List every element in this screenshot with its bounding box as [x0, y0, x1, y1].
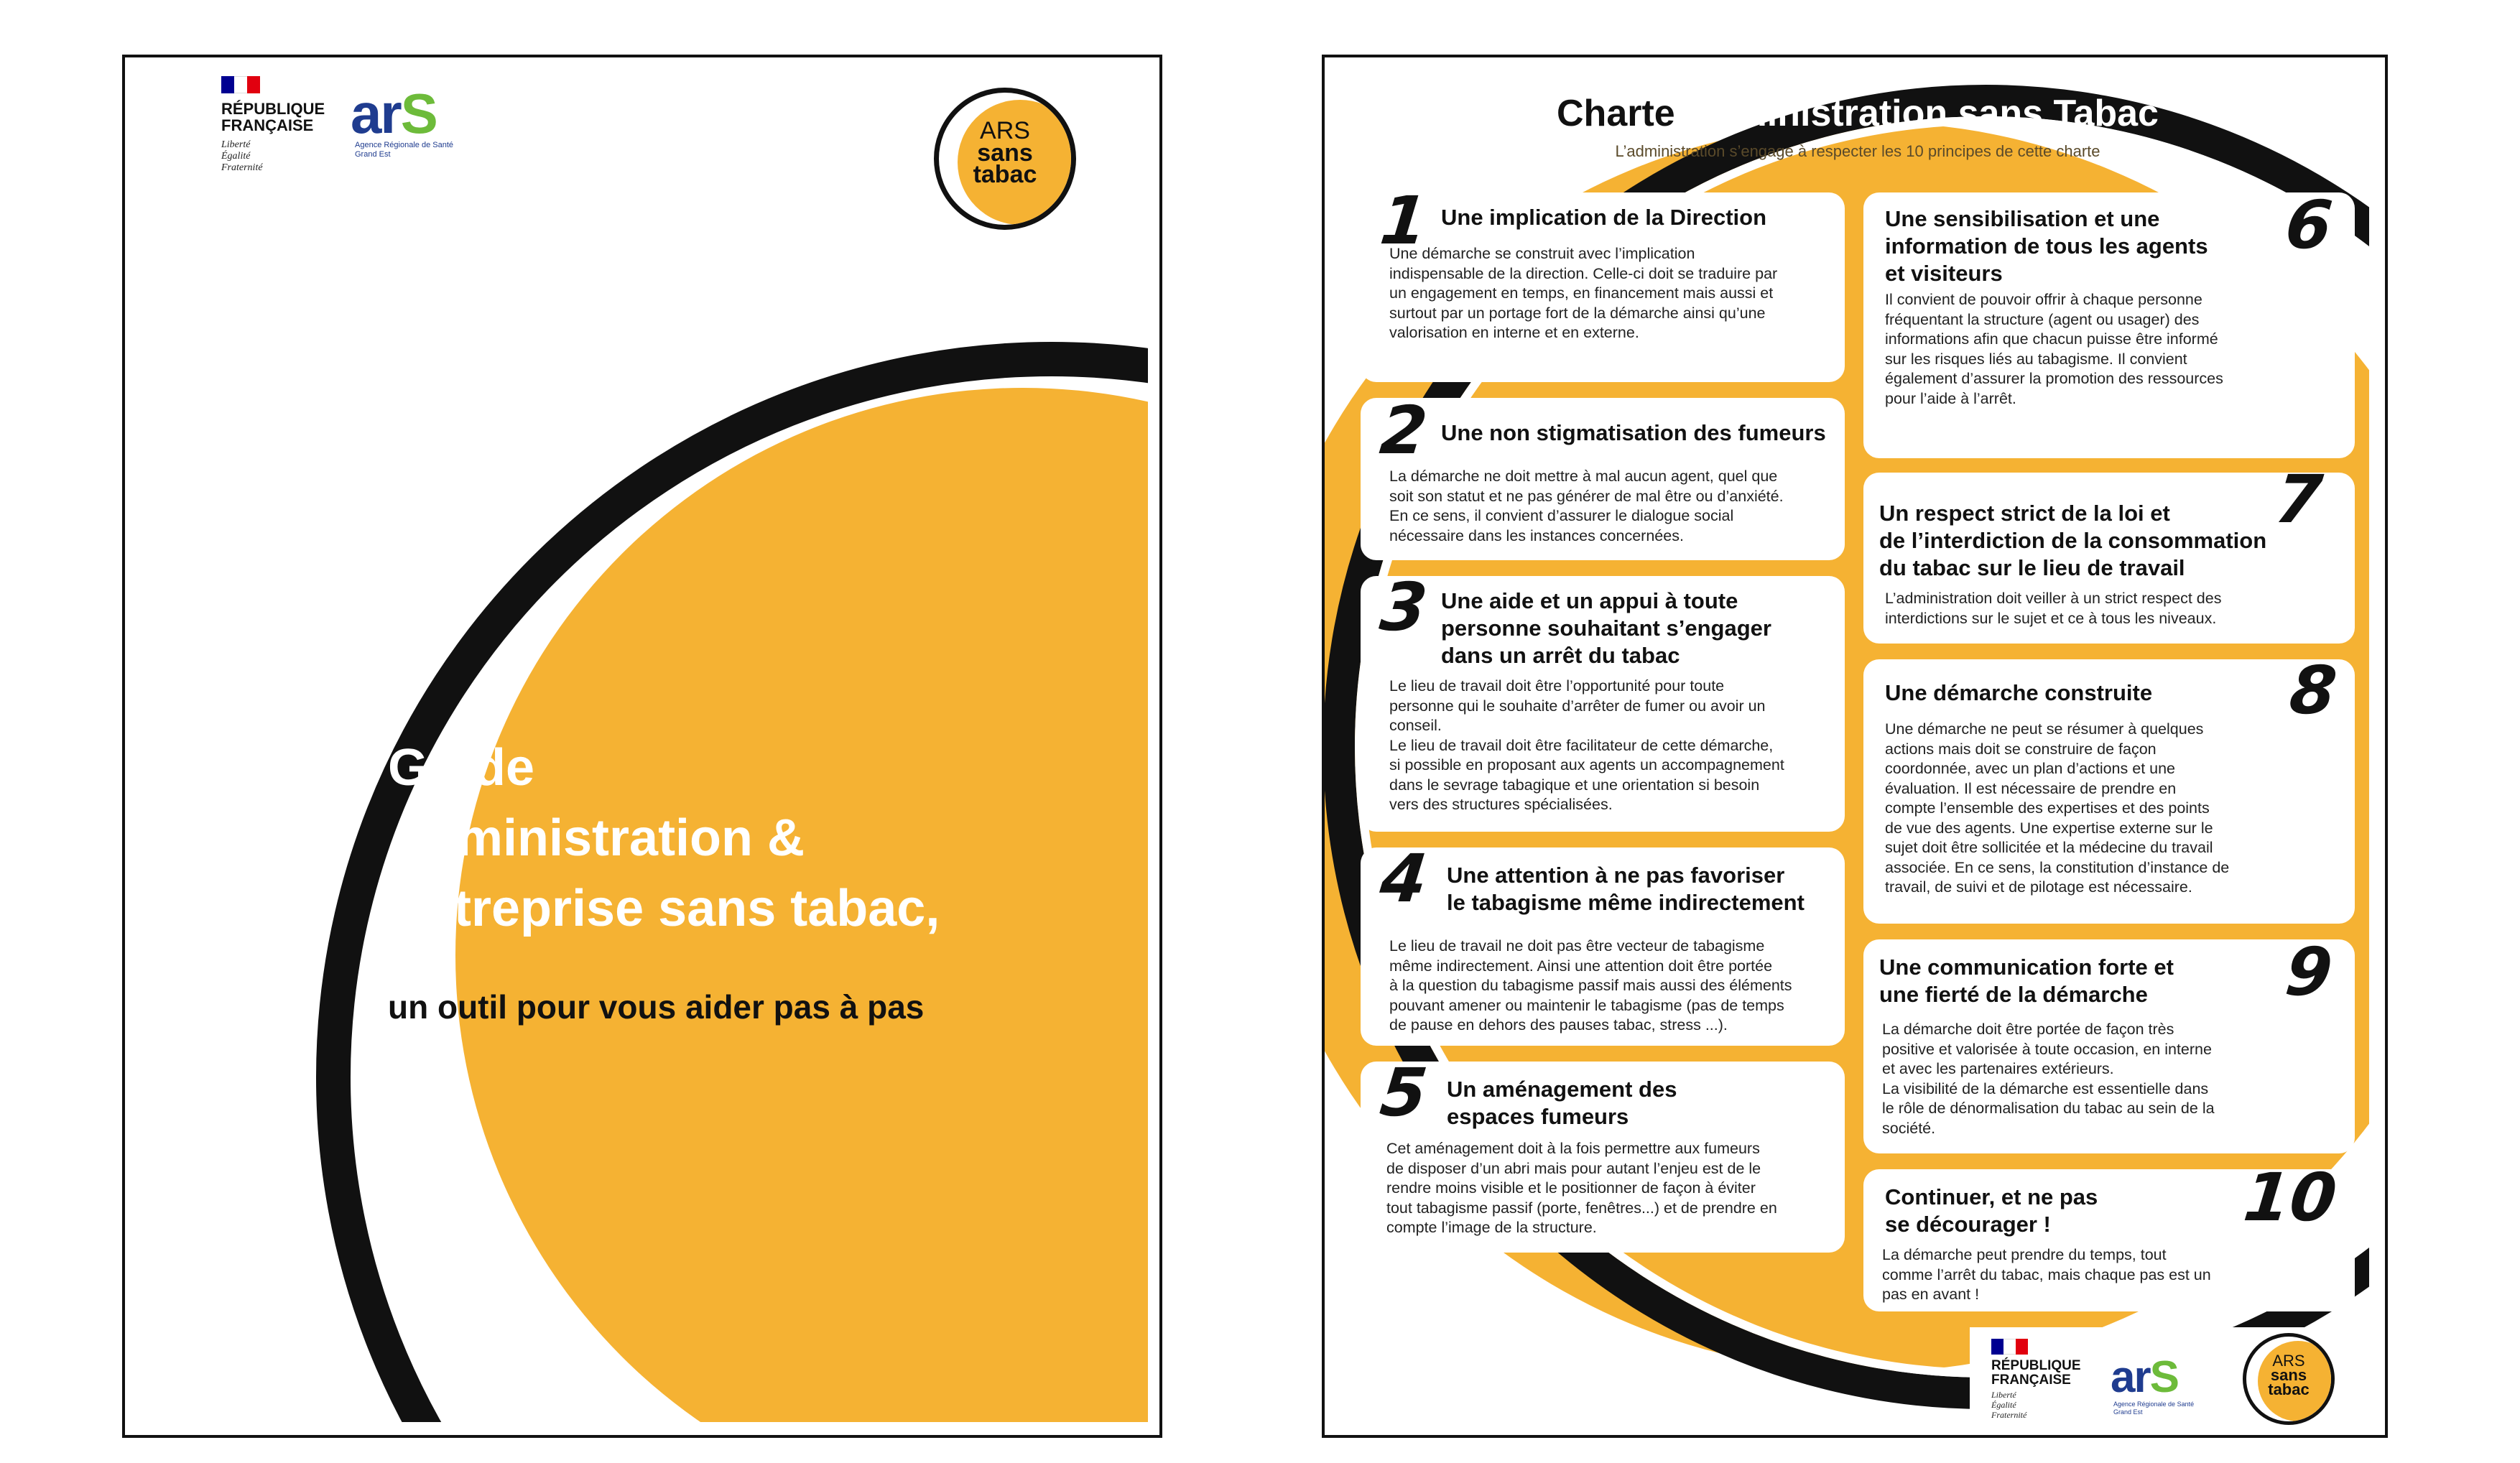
cover-title-line: Entreprise sans tabac, [388, 880, 940, 937]
principle-body [1389, 467, 1784, 546]
principle-body-line: compte l’ensemble des expertises et des points [1885, 799, 2210, 817]
principle-body-line: comme l’arrêt du tabac, mais chaque pas est un [1882, 1265, 2211, 1283]
principle-card [1361, 569, 1845, 832]
principle-body-line: associée. En ce sens, la constitution d’instance de [1885, 858, 2230, 876]
marianne-flag-icon [1991, 1339, 2028, 1355]
principle-title [1441, 587, 1771, 669]
principle-card [1361, 182, 1845, 382]
principle-body-line: valorisation en interne et en externe. [1389, 324, 1639, 341]
principle-title-line: et visiteurs [1885, 261, 2003, 286]
rf-title [1991, 1359, 2081, 1388]
principle-number: 2 [1376, 392, 1431, 469]
charter-page [1322, 55, 2388, 1438]
principle-body-line: pouvant amener ou maintenir le tabagisme (pas de temps [1389, 996, 1784, 1014]
ars-letter-s: S [400, 82, 437, 145]
principle-title-line: espaces fumeurs [1447, 1104, 1629, 1129]
principle-body-line: La démarche ne doit mettre à mal aucun agent, quel que [1389, 468, 1778, 485]
principle-body-line: rendre moins visible et le positionner de façon à éviter [1386, 1179, 1756, 1197]
principle-body-line: conseil. [1389, 717, 1442, 734]
principle-title [1447, 862, 1805, 916]
ars-wordmark [351, 82, 437, 145]
rf-title-line: RÉPUBLIQUE [221, 100, 325, 118]
principle-body-line: de vue des agents. Une expertise externe sur le [1885, 819, 2213, 837]
principle-body-line: sujet doit être sollicitée et la médecine du travail [1885, 839, 2213, 856]
badge-text [2246, 1354, 2331, 1396]
principle-body-line: Il convient de pouvoir offrir à chaque personne [1885, 291, 2202, 308]
principle-body-line: travail, de suivi et de pilotage est nécessaire. [1885, 878, 2192, 896]
principle-title-line: Une non stigmatisation des fumeurs [1441, 420, 1826, 445]
principle-title [1879, 500, 2266, 582]
rf-motto-line: Fraternité [1991, 1409, 2027, 1420]
principle-title-line: information de tous les agents [1885, 233, 2208, 259]
principle-number: 5 [1376, 1054, 1431, 1131]
principle-body-line: société. [1882, 1119, 1936, 1137]
principle-number: 9 [2282, 934, 2336, 1011]
cover-bottom-margin [125, 1422, 1159, 1435]
charter-right-margin [2369, 57, 2385, 1435]
cover-right-margin [1148, 57, 1159, 1435]
principle-body [1386, 1139, 1777, 1238]
ars-sans-tabac-badge [934, 88, 1076, 230]
rf-motto [1991, 1390, 2026, 1420]
principle-number: 10 [2240, 1159, 2340, 1236]
principle-title [1441, 419, 1826, 447]
principle-title-line: Continuer, et ne pas [1885, 1184, 2098, 1209]
charter-title [1325, 92, 2388, 135]
principle-body-line: informations afin que chacun puisse être informé [1885, 330, 2218, 348]
principle-title-line: Une aide et un appui à toute [1441, 588, 1738, 613]
principle-body-line: La démarche peut prendre du temps, tout [1882, 1246, 2167, 1263]
principle-body-line: L’administration doit veiller à un strict respect des [1885, 590, 2222, 607]
principle-body-line: pour l’aide à l’arrêt. [1885, 389, 2016, 407]
ars-letters: ar [351, 82, 401, 145]
rf-motto-line: Fraternité [221, 162, 263, 174]
principle-body-line: même indirectement. Ainsi une attention doit être portée [1389, 957, 1773, 975]
ars-letter-s: S [2149, 1352, 2178, 1402]
principle-body-line: surtout par un portage fort de la démarche ainsi qu’une [1389, 304, 1766, 322]
principle-body-line: La démarche doit être portée de façon très [1882, 1021, 2174, 1038]
principle-card [1361, 1054, 1845, 1253]
charter-title-accent: Administration sans Tabac [1684, 93, 2159, 134]
principle-body-line: Le lieu de travail ne doit pas être vecteur de tabagisme [1389, 937, 1765, 955]
principle-body-line: positive et valorisée à toute occasion, en interne [1882, 1040, 2212, 1058]
principle-body-line: dans le sevrage tabagique et une orientation si besoin [1389, 776, 1760, 794]
principle-card [1863, 934, 2355, 1153]
rf-title-line: FRANÇAISE [221, 116, 314, 135]
rf-motto-line: Égalité [221, 151, 251, 162]
rf-title-line: FRANÇAISE [1991, 1372, 2071, 1388]
principle-body-line: La visibilité de la démarche est essentielle dans [1882, 1079, 2209, 1097]
principle-body-line: le rôle de dénormalisation du tabac au sein de la [1882, 1100, 2215, 1117]
principle-body-line: un engagement en temps, en financement mais aussi et [1389, 284, 1774, 302]
principle-title-line: une fierté de la démarche [1879, 982, 2148, 1007]
badge-line: sans [977, 139, 1033, 167]
cover-subtitle: un outil pour vous aider pas à pas [388, 988, 925, 1026]
badge-line: tabac [973, 161, 1037, 189]
guide-cover-page [122, 55, 1162, 1438]
cover-title [388, 733, 940, 944]
ars-tagline-line: Grand Est [2113, 1408, 2143, 1416]
ars-letters: ar [2111, 1352, 2150, 1402]
ars-tagline-line: Agence Régionale de Santé [355, 141, 453, 149]
principle-title-line: Une implication de la Direction [1441, 205, 1767, 230]
principle-body [1885, 290, 2223, 409]
principle-body-line: Le lieu de travail doit être facilitateur de cette démarche, [1389, 736, 1774, 754]
principle-body-line: interdictions sur le sujet et ce à tous les niveaux. [1885, 609, 2217, 627]
principle-card [1863, 1159, 2355, 1311]
marianne-flag-icon [221, 76, 260, 93]
principle-title [1879, 954, 2174, 1008]
rf-title-line: RÉPUBLIQUE [1991, 1358, 2081, 1373]
principle-card [1863, 187, 2355, 458]
rf-motto-line: Liberté [221, 139, 251, 150]
badge-line: ARS [2272, 1352, 2305, 1370]
principle-body-line: tout tabagisme passif (porte, fenêtres...) et de prendre en [1386, 1199, 1777, 1217]
principle-body [1882, 1020, 2215, 1138]
principle-body-line: Une démarche ne peut se résumer à quelques [1885, 720, 2204, 738]
principle-title-line: se décourager ! [1885, 1212, 2051, 1237]
principle-body [1389, 677, 1784, 815]
cover-title-line: Administration & [388, 809, 805, 867]
principle-body-line: fréquentant la structure (agent ou usager) des [1885, 310, 2200, 328]
principle-number: 1 [1376, 182, 1431, 259]
badge-line: sans [2270, 1365, 2307, 1384]
principle-body-line: compte l’image de la structure. [1386, 1219, 1597, 1236]
principle-body-line: coordonnée, avec un plan d’actions et une [1885, 760, 2176, 777]
badge-line: tabac [2268, 1380, 2310, 1398]
principle-body-line: indispensable de la direction. Celle-ci doit se traduire par [1389, 264, 1778, 282]
principle-title [1447, 1076, 1677, 1130]
ars-tagline-line: Agence Régionale de Santé [2113, 1401, 2195, 1408]
principle-title [1885, 1184, 2098, 1238]
principle-body-line: Cet aménagement doit à la fois permettre aux fumeurs [1386, 1140, 1760, 1157]
principle-card [1361, 840, 1845, 1046]
principle-title-line: Une sensibilisation et une [1885, 206, 2160, 231]
ars-tagline [2113, 1401, 2194, 1416]
charter-footer-logos [1970, 1327, 2369, 1435]
principle-body-line: personne qui le souhaite d’arrêter de fumer ou avoir un [1389, 697, 1766, 715]
principle-title-line: le tabagisme même indirectement [1447, 890, 1805, 915]
principle-body-line: Le lieu de travail doit être l’opportunité pour toute [1389, 677, 1725, 695]
principle-card [1863, 652, 2355, 924]
principle-title [1885, 679, 2152, 707]
principle-card [1863, 461, 2355, 644]
principle-body-line: sur les risques liés au tabagisme. Il convient [1885, 350, 2187, 368]
principle-body-line: de pause en dehors des pauses tabac, stress ...). [1389, 1016, 1728, 1034]
principle-body [1389, 244, 1777, 343]
principle-number: 3 [1376, 569, 1431, 646]
badge-line: ARS [980, 117, 1030, 144]
rf-title [221, 101, 325, 134]
principle-number: 8 [2286, 652, 2340, 729]
principle-title [1441, 204, 1766, 231]
principle-title [1885, 205, 2208, 287]
principle-number: 7 [2271, 461, 2326, 538]
principle-body [1882, 1245, 2211, 1305]
ars-tagline-line: Grand Est [355, 150, 391, 159]
principle-body-line: à la question du tabagisme passif mais aussi des éléments [1389, 977, 1792, 994]
principle-title-line: de l’interdiction de la consommation [1879, 528, 2267, 553]
principle-body [1389, 937, 1792, 1036]
cover-title-line: Guide [388, 739, 535, 796]
ars-wordmark [2111, 1352, 2178, 1402]
principle-number: 4 [1376, 840, 1431, 917]
rf-motto [221, 139, 263, 174]
ars-sans-tabac-badge [2243, 1333, 2335, 1425]
principle-title-line: Une attention à ne pas favoriser [1447, 863, 1785, 888]
principle-number: 6 [2282, 187, 2336, 264]
principle-body-line: évaluation. Il est nécessaire de prendre en [1885, 779, 2177, 797]
principle-card [1361, 392, 1845, 560]
badge-text [939, 117, 1071, 189]
principle-body-line: nécessaire dans les instances concernées. [1389, 526, 1684, 544]
principle-title-line: Une démarche construite [1885, 680, 2153, 705]
rf-motto-line: Égalité [1991, 1399, 2016, 1410]
principle-title-line: du tabac sur le lieu de travail [1879, 555, 2185, 580]
principle-body-line: également d’assurer la promotion des ressources [1885, 370, 2223, 387]
ars-tagline [355, 141, 453, 159]
principle-body [1885, 720, 2229, 898]
charter-intro: L’administration s’engage à respecter les 10 principes de cette charte [1615, 142, 2100, 160]
principle-body-line: de disposer d’un abri mais pour autant l’enjeu est de le [1386, 1159, 1761, 1177]
principle-body-line: En ce sens, il convient d’assurer le dialogue social [1389, 507, 1734, 524]
principle-body-line: si possible en proposant aux agents un accompagnement [1389, 756, 1784, 774]
principle-body-line: vers des structures spécialisées. [1389, 796, 1613, 813]
principle-title-line: Un respect strict de la loi et [1879, 501, 2170, 526]
rf-motto-line: Liberté [1991, 1390, 2016, 1400]
principle-body [1885, 589, 2221, 628]
principle-title-line: dans un arrêt du tabac [1441, 643, 1680, 668]
principle-title-line: Un aménagement des [1447, 1077, 1677, 1102]
principle-body-line: soit son statut et ne pas générer de mal être ou d’anxiété. [1389, 487, 1784, 505]
principle-title-line: Une communication forte et [1879, 955, 2174, 980]
charter-title-plain: Charte [1557, 93, 1685, 134]
principle-body-line: pas en avant ! [1882, 1286, 1980, 1303]
principle-body-line: Une démarche se construit avec l’implication [1389, 245, 1695, 262]
principle-body-line: et avec les partenaires extérieurs. [1882, 1060, 2114, 1077]
principle-title-line: personne souhaitant s’engager [1441, 616, 1771, 641]
principle-body-line: actions mais doit se construire de façon [1885, 740, 2157, 758]
